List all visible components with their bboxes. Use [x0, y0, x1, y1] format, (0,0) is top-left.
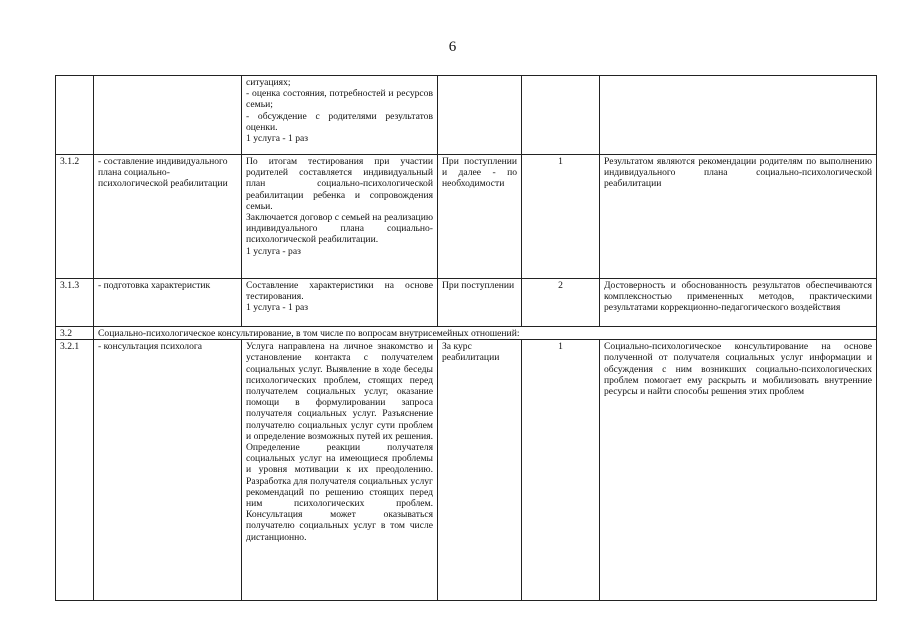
service-description: По итогам тестирования при участии родителей составляется индивидуальный план социально-психологической реабилитации ребенка и сопровождения семьи. Заключается договор с семьей на реализацию индивидуального плана социально-психологической реабилитации. 1 услуга - раз [242, 155, 438, 279]
service-timing: При поступлении и далее - по необходимости [438, 155, 522, 279]
service-name: - составление индивидуального плана социально-психологической реабилитации [94, 155, 242, 279]
service-name [94, 76, 242, 155]
table-row [56, 76, 877, 155]
service-result [600, 76, 877, 155]
service-name: - подготовка характеристик [94, 279, 242, 327]
service-volume: 1 [522, 155, 600, 279]
section-row [56, 327, 877, 340]
service-volume: 2 [522, 279, 600, 327]
page-number: 6 [448, 39, 457, 55]
service-volume: 1 [522, 340, 600, 601]
section-number: 3.2 [56, 327, 94, 340]
service-description: ситуациях; - оценка состояния, потребностей и ресурсов семьи; - обсуждение с родителями результатов оценки. 1 услуга - 1 раз [242, 76, 438, 155]
service-timing: При поступлении [438, 279, 522, 327]
row-number: 3.1.3 [56, 279, 94, 327]
table-row [56, 279, 877, 327]
service-volume [522, 76, 600, 155]
service-result: Социально-психологическое консультирование на основе полученной от получателя социальных услуг информации и обсуждения с ним возникших социально-психологических проблем помогает ему раскрыть и мобилизовать внутренние ресурсы и найти способы решения этих проблем [600, 340, 877, 601]
row-number [56, 76, 94, 155]
service-description: Составление характеристики на основе тестирования. 1 услуга - 1 раз [242, 279, 438, 327]
section-title: Социально-психологическое консультирование, в том числе по вопросам внутрисемейных отношений: [94, 327, 877, 340]
service-timing [438, 76, 522, 155]
row-number: 3.1.2 [56, 155, 94, 279]
services-table [55, 75, 877, 601]
service-description: Услуга направлена на личное знакомство и установление контакта с получателем социальных услуг. Выявление в ходе беседы психологических проблем, стоящих перед получателем социальных услуг, оказание помощи в формулировании запроса получателя социальных услуг. Разъяснение получателю социальных услуг сути проблем и определение возможных путей их решения. Определение реакции получателя социальных услуг на имеющиеся проблемы и уровня мотивации к их преодолению. Разработка для получателя социальных услуг рекомендаций по решению стоящих перед ним психологических проблем. Консультация может оказываться получателю социальных услуг в том числе дистанционно. [242, 340, 438, 601]
service-timing: За курс реабилитации [438, 340, 522, 601]
service-result: Результатом являются рекомендации родителям по выполнению индивидуального плана социально-психологической реабилитации [600, 155, 877, 279]
service-result: Достоверность и обоснованность результатов обеспечиваются комплексностью примененных методов, практическими результатами коррекционно-педагогического воздействия [600, 279, 877, 327]
table-row [56, 340, 877, 601]
service-name: - консультация психолога [94, 340, 242, 601]
row-number: 3.2.1 [56, 340, 94, 601]
table-row [56, 155, 877, 279]
